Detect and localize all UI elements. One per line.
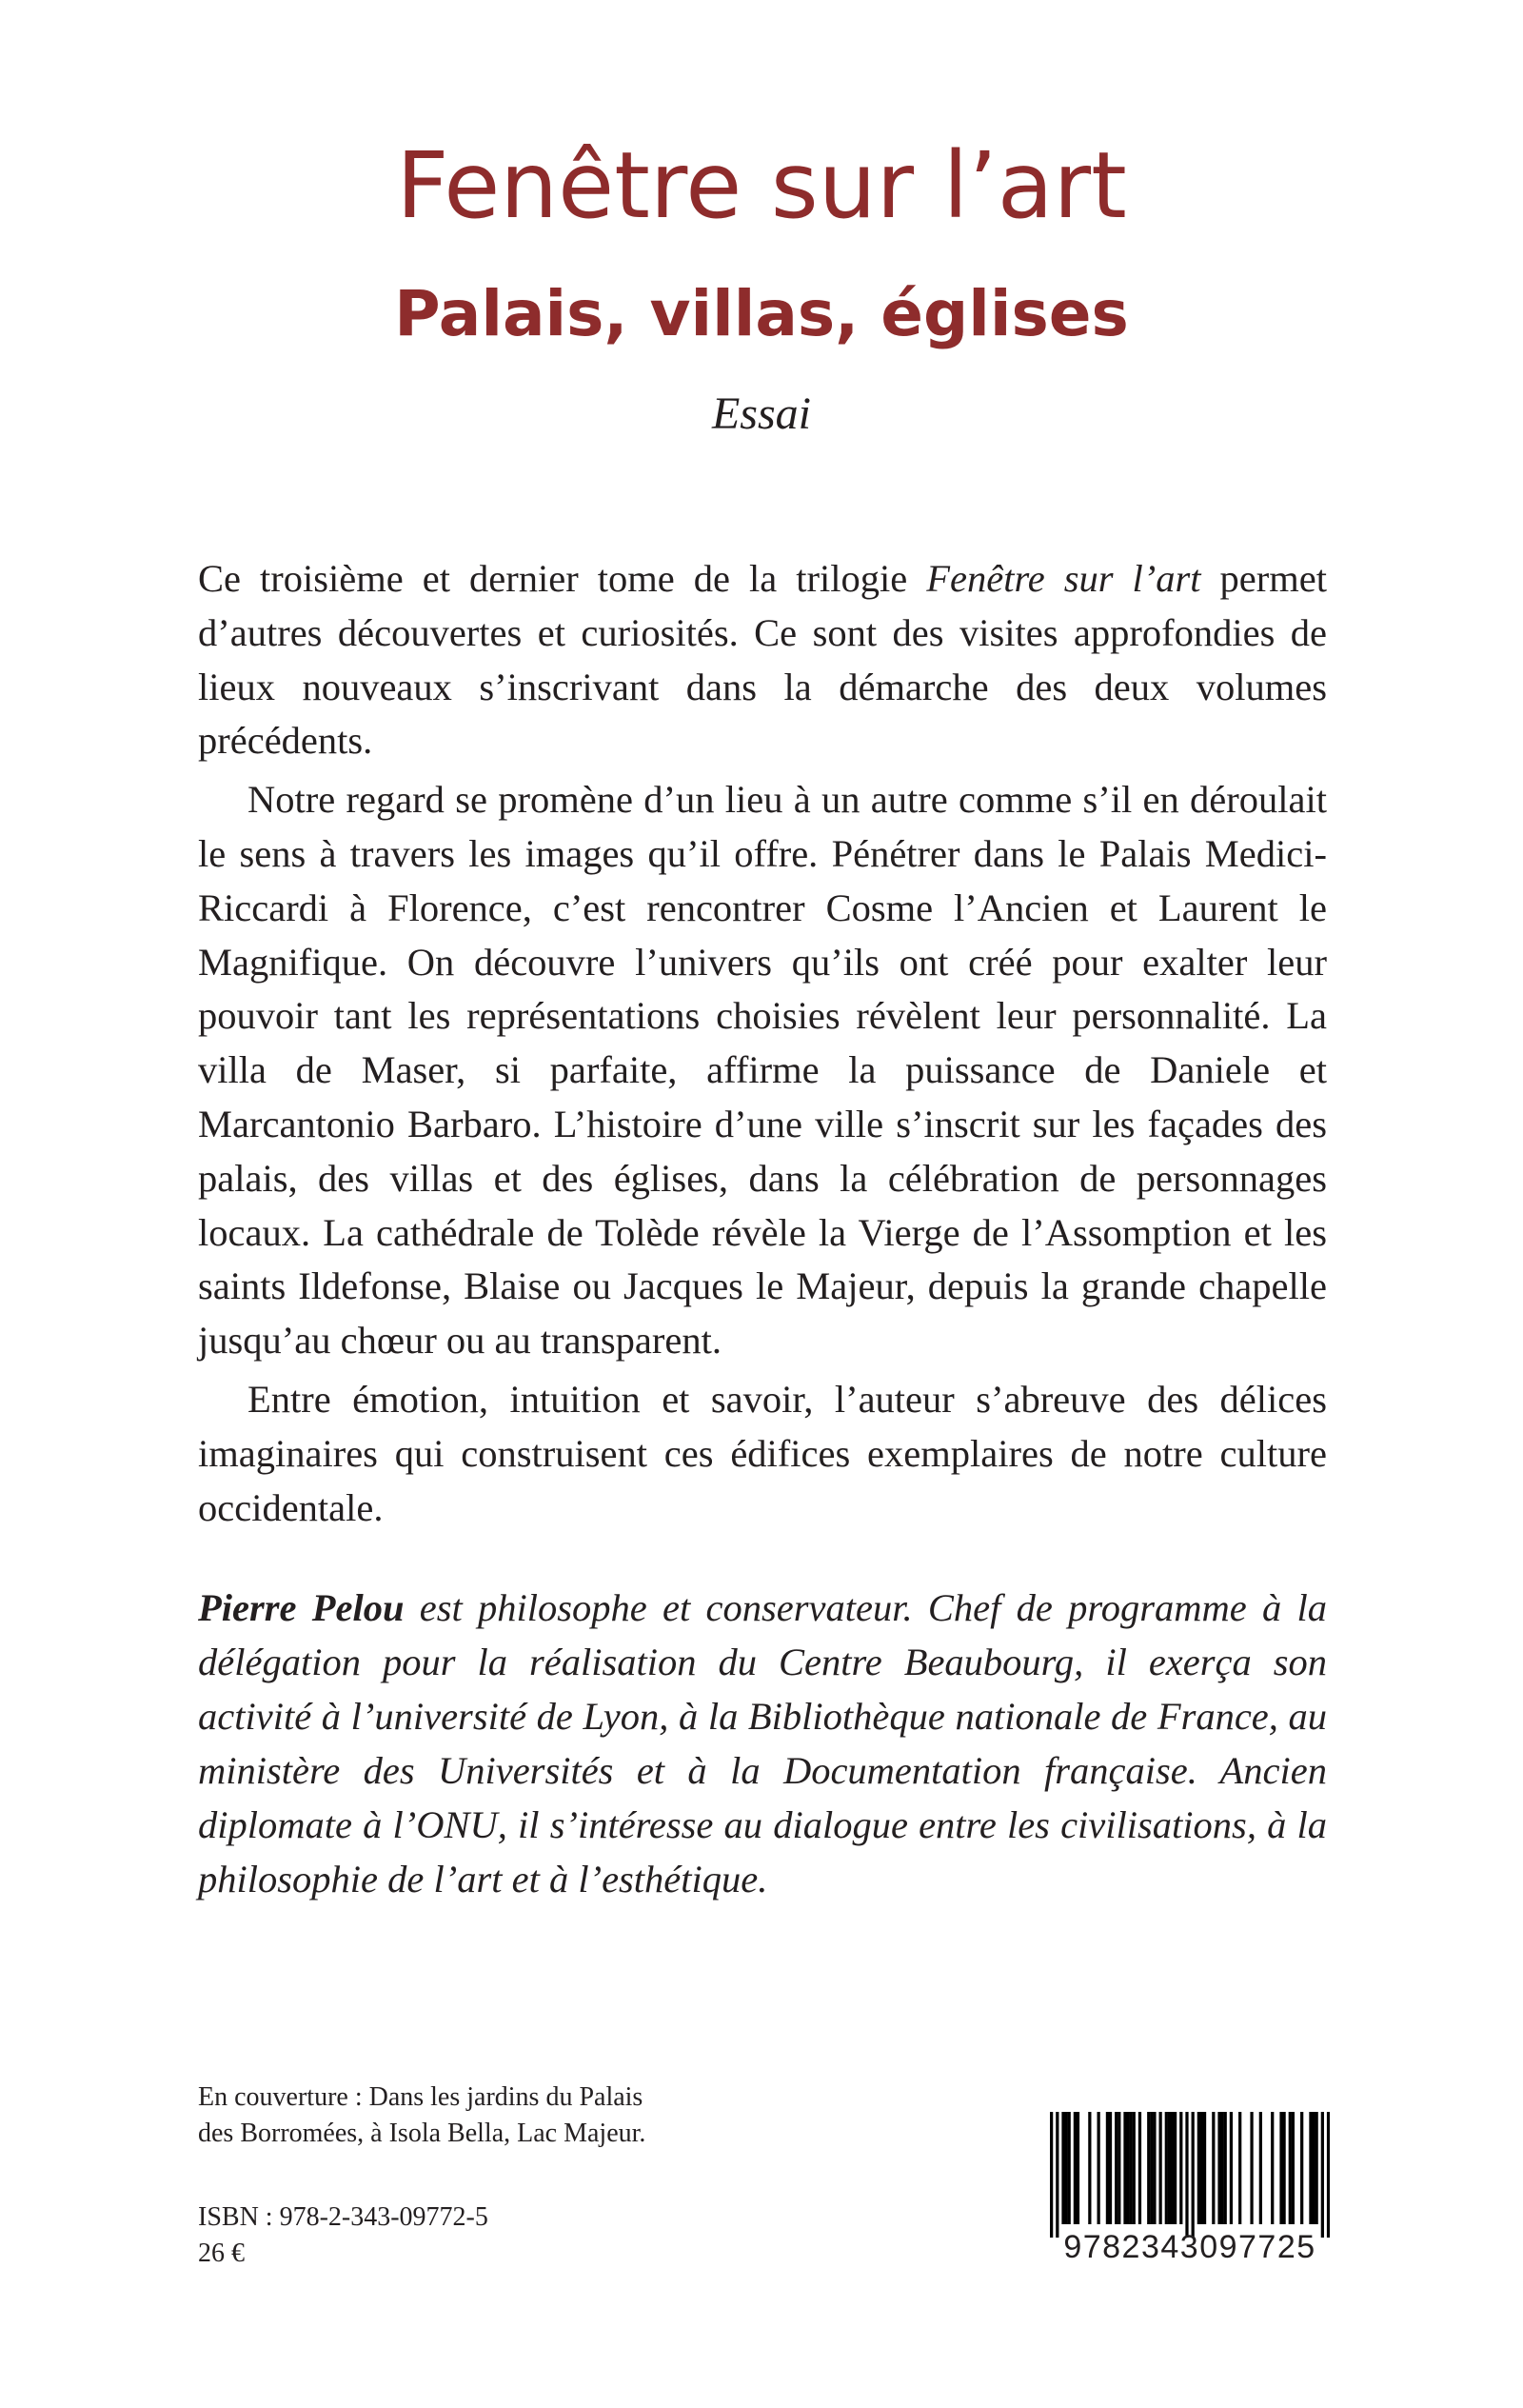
barcode-bar: [1168, 2112, 1171, 2224]
barcode-bar: [1165, 2112, 1168, 2224]
blurb-p1-title: Fenêtre sur l’art: [926, 557, 1201, 600]
barcode-bar: [1300, 2112, 1303, 2224]
barcode-bar: [1147, 2112, 1150, 2224]
blurb-paragraph-1: [198, 552, 1327, 768]
cover-credit-line-1: En couverture : Dans les jardins du Palais: [198, 2082, 643, 2112]
barcode-bar: [1224, 2112, 1227, 2224]
barcode-digits: 9782343097725: [1063, 2229, 1316, 2265]
barcode-bar: [1056, 2112, 1058, 2238]
barcode-bar: [1109, 2112, 1112, 2224]
author-name: Pierre Pelou: [198, 1586, 405, 1629]
book-meta: [198, 2199, 769, 2272]
barcode-bar: [1118, 2112, 1120, 2224]
price: 26 €: [198, 2239, 245, 2268]
barcode-bar: [1309, 2112, 1312, 2224]
barcode-bar: [1159, 2112, 1162, 2224]
barcode-bar: [1115, 2112, 1118, 2224]
barcode-bar: [1259, 2112, 1262, 2224]
barcode-bar: [1098, 2112, 1100, 2224]
barcode-bar: [1321, 2112, 1324, 2238]
blurb: [198, 552, 1327, 1535]
barcode-bar: [1138, 2112, 1141, 2224]
barcode-bar: [1212, 2112, 1215, 2224]
barcode-bar: [1061, 2112, 1064, 2224]
barcode-bar: [1220, 2112, 1223, 2224]
barcode-bar: [1192, 2112, 1195, 2238]
barcode-bar: [1106, 2112, 1109, 2224]
barcode-bar: [1068, 2112, 1071, 2224]
barcode-bar: [1271, 2112, 1274, 2224]
barcode-bar: [1250, 2112, 1253, 2224]
barcode-bar: [1064, 2112, 1067, 2224]
barcode-bar: [1292, 2112, 1295, 2224]
barcode-bar: [1123, 2112, 1126, 2224]
author-bio: [198, 1581, 1327, 1906]
barcode-bar: [1133, 2112, 1136, 2224]
barcode-bar: [1203, 2112, 1206, 2224]
barcode-bar: [1171, 2112, 1174, 2224]
blurb-p1-start: Ce troisième et dernier tome de la trilogie: [198, 557, 927, 600]
barcode-bar: [1217, 2112, 1220, 2224]
barcode-bar: [1312, 2112, 1315, 2224]
barcode-bar: [1327, 2112, 1330, 2238]
barcode-bar: [1238, 2112, 1241, 2224]
blurb-p1-end: permet d’autres découvertes et curiosités. Ce sont des visites approfondies de lieux nouveaux s’inscrivant dans la démarche des deux volumes précédents.: [198, 557, 1327, 763]
barcode-bar: [1315, 2112, 1318, 2224]
barcode-bar: [1150, 2112, 1153, 2224]
book-title: Fenêtre sur l’art: [396, 132, 1127, 239]
barcode-bar: [1050, 2112, 1053, 2238]
barcode-bar: [1126, 2112, 1129, 2224]
barcode-bar: [1282, 2112, 1285, 2224]
cover-credit-line-2: des Borromées, à Isola Bella, Lac Majeur.: [198, 2119, 646, 2148]
barcode-bar: [1174, 2112, 1177, 2224]
barcode-bar: [1088, 2112, 1091, 2224]
barcode-bar: [1197, 2112, 1200, 2224]
barcode-bar: [1279, 2112, 1282, 2224]
barcode: [1050, 2112, 1330, 2238]
barcode-bar: [1289, 2112, 1292, 2224]
barcode-bar: [1200, 2112, 1203, 2224]
barcode-bar: [1179, 2112, 1182, 2224]
isbn: ISBN : 978-2-343-09772-5: [198, 2202, 488, 2232]
barcode-bar: [1153, 2112, 1156, 2224]
author-bio-text: est philosophe et conservateur. Chef de programme à la délégation pour la réalisation du Centre Beaubourg, il exerça son activité à l’université de Lyon, à la Bibliothèque nationale de France, au ministère des Universités et à la Documentation française. Ancien diplomate à l’ONU, il s’intéresse au dialogue entre les civilisations, à la philosophie de l’art et à l’esthétique.: [198, 1586, 1327, 1901]
barcode-bar: [1185, 2112, 1188, 2238]
blurb-paragraph-3: Entre émotion, intuition et savoir, l’auteur s’abreuve des délices imaginaires qui construisent ces édifices exemplaires de notre culture occidentale.: [198, 1377, 1327, 1529]
barcode-bar: [1074, 2112, 1077, 2224]
book-subtitle: Palais, villas, églises: [394, 277, 1129, 350]
barcode-bar: [1230, 2112, 1233, 2224]
book-genre: Essai: [711, 388, 811, 439]
barcode-bar: [1130, 2112, 1133, 2224]
blurb-paragraph-2: Notre regard se promène d’un lieu à un autre comme s’il en déroulait le sens à travers les images qu’il offre. Pénétrer dans le Palais Medici-Riccardi à Florence, c’est rencontrer Cosme l’Ancien et Laurent le Magnifique. On découvre l’univers qu’ils ont créé pour exalter leur pouvoir tant les représentations choisies révèlent leur personnalité. La villa de Maser, si parfaite, affirme la puissance de Daniele et Marcantonio Barbaro. L’histoire d’une ville s’inscrit sur les façades des palais, des villas et des églises, dans la célébration de personnages locaux. La cathédrale de Tolède révèle la Vierge de l’Assomption et les saints Ildefonse, Blaise ou Jacques le Majeur, depuis la grande chapelle jusqu’au chœur ou au transparent.: [198, 778, 1327, 1363]
cover-credit: [198, 2080, 769, 2152]
barcode-bar: [1077, 2112, 1079, 2224]
